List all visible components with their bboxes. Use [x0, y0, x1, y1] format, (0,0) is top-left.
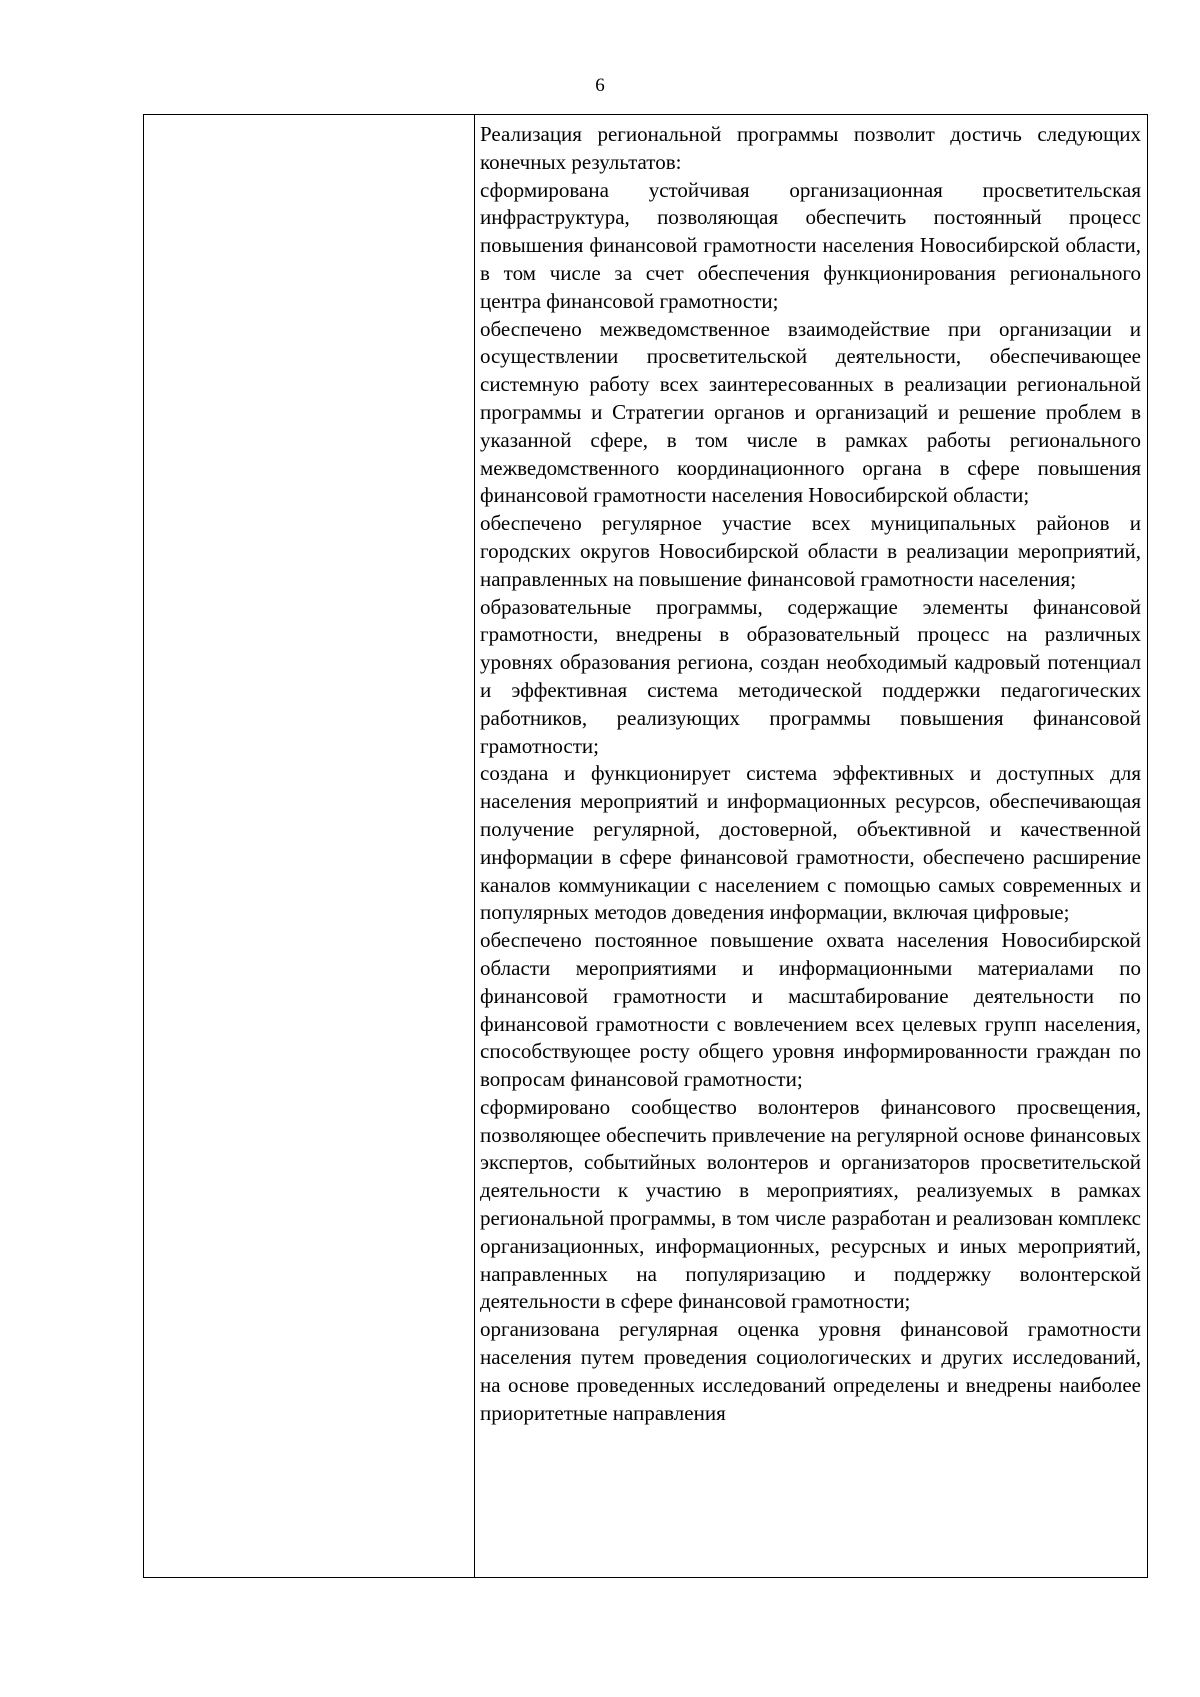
results-table — [143, 114, 1148, 1578]
result-item-interagency: обеспечено межведомственное взаимодействие при организации и осуществлении просветительской деятельности, обеспечивающее системную работу всех заинтересованных в реализации региональной программы и Стратегии органов и организаций и решение проблем в указанной сфере, в том числе в рамках работы регионального межведомственного координационного органа в сфере повышения финансовой грамотности населения Новосибирской области; — [480, 316, 1141, 508]
column-divider — [474, 115, 475, 1577]
result-item-assessment: организована регулярная оценка уровня финансовой грамотности населения путем проведения социологических и других исследований, на основе проведенных исследований определены и внедрены наиболее приоритетные направления — [480, 1317, 1141, 1425]
result-item-infrastructure: сформирована устойчивая организационная просветительская инфраструктура, позволяющая обеспечить постоянный процесс повышения финансовой грамотности населения Новосибирской области, в том числе за счет обеспечения функционирования регионального центра финансовой грамотности; — [480, 177, 1141, 313]
result-item-information-system: создана и функционирует система эффективных и доступных для населения мероприятий и информационных ресурсов, обеспечивающая получение регулярной, достоверной, объективной и качественной информации в сфере финансовой грамотности, обеспечено расширение каналов коммуникации с населением с помощью самых современных и популярных методов доведения информации, включая цифровые; — [480, 761, 1141, 925]
intro-paragraph: Реализация региональной программы позволит достичь следующих конечных результатов: — [480, 122, 1141, 174]
table-left-cell — [144, 115, 474, 1577]
result-item-volunteers: сформировано сообщество волонтеров финансового просвещения, позволяющее обеспечить привлечение на регулярной основе финансовых экспертов, событийных волонтеров и организаторов просветительской деятельности к участию в мероприятиях, реализуемых в рамках региональной программы, в том числе разработан и реализован комплекс организационных, информационных, ресурсных и иных мероприятий, направленных на популяризацию и поддержку волонтерской деятельности в сфере финансовой грамотности; — [480, 1094, 1141, 1314]
table-right-cell — [480, 121, 1141, 1427]
result-item-education-programs: образовательные программы, содержащие элементы финансовой грамотности, внедрены в образовательный процесс на различных уровнях образования региона, создан необходимый кадровый потенциал и эффективная система методической поддержки педагогических работников, реализующих программы повышения финансовой грамотности; — [480, 594, 1141, 758]
page-number: 6 — [595, 75, 605, 96]
result-item-coverage: обеспечено постоянное повышение охвата населения Новосибирской области мероприятиями и информационными материалами по финансовой грамотности и масштабирование деятельности по финансовой грамотности с вовлечением всех целевых групп населения, способствующее росту общего уровня информированности граждан по вопросам финансовой грамотности; — [480, 928, 1141, 1092]
result-item-municipal-participation: обеспечено регулярное участие всех муниципальных районов и городских округов Новосибирской области в реализации мероприятий, направленных на повышение финансовой грамотности населения; — [480, 511, 1141, 591]
